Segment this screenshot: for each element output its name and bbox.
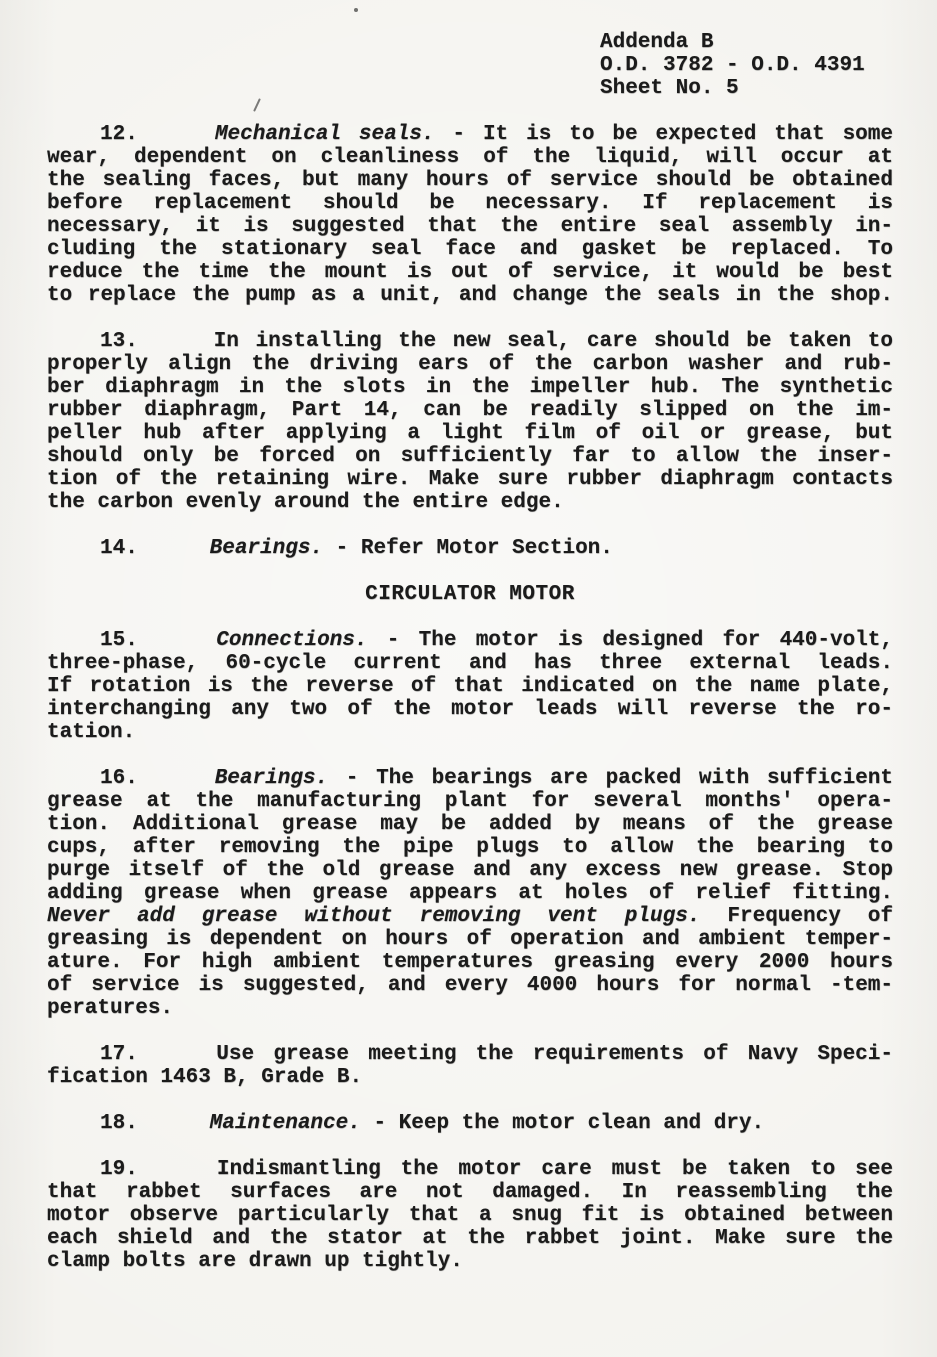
text-line	[47, 698, 893, 721]
paragraph-12-mechanical-seals	[47, 123, 893, 307]
text-segment: motor observe particularly that a snug fit is obtained between	[47, 1204, 893, 1227]
text-segment: In installing the new seal, care should be taken to	[213, 330, 893, 353]
text-segment: of service is suggested, and every 4000 hours for normal -tem-	[47, 974, 893, 997]
text-line	[47, 1227, 893, 1250]
text-segment: cups, after removing the pipe plugs to allow the bearing to	[47, 836, 893, 859]
text-segment: peller hub after applying a light film of oil or grease, but	[47, 422, 893, 445]
paragraph-number: 19.	[100, 1158, 138, 1181]
paragraph-number: 14.	[100, 537, 138, 560]
text-line	[47, 1066, 893, 1089]
text-line	[47, 261, 893, 284]
paragraph-17-grease-spec	[47, 1043, 893, 1089]
text-line	[47, 376, 893, 399]
text-line	[47, 882, 893, 905]
paragraph-13-seal-installation	[47, 330, 893, 514]
text-segment: peratures.	[47, 997, 174, 1020]
text-line	[47, 284, 893, 307]
header-line-sheet-number: Sheet No. 5	[600, 77, 739, 100]
text-segment: adding grease when grease appears at holes of relief fitting.	[47, 882, 893, 905]
text-line	[47, 675, 893, 698]
text-segment: greasing is dependent on hours of operation and ambient temper-	[47, 928, 893, 951]
text-line	[47, 468, 893, 491]
text-line	[47, 169, 893, 192]
text-segment: ature. For high ambient temperatures greasing every 2000 hours	[47, 951, 893, 974]
paragraph-16-bearings-grease	[47, 767, 893, 1020]
scan-speck-artifact	[354, 8, 358, 12]
text-segment: reduce the time the mount is out of service, it would be best	[47, 261, 893, 284]
text-line	[47, 422, 893, 445]
text-segment: purge itself of the old grease and any excess new grease. Stop	[47, 859, 893, 882]
text-segment: wear, dependent on cleanliness of the liquid, will occur at	[47, 146, 893, 169]
scan-slash-artifact	[253, 98, 261, 112]
text-segment: three-phase, 60-cycle current and has three external leads.	[47, 652, 893, 675]
text-segment: the sealing faces, but many hours of service should be obtained	[47, 169, 893, 192]
paragraph-number: 16.	[100, 767, 138, 790]
text-line	[47, 652, 893, 675]
text-line	[47, 790, 893, 813]
text-line	[47, 721, 893, 744]
text-segment: - Refer Motor Section.	[323, 537, 613, 560]
paragraph-number: 12.	[100, 123, 138, 146]
text-segment: tation.	[47, 721, 136, 744]
text-segment: the carbon evenly around the entire edge.	[47, 491, 564, 514]
text-line	[47, 353, 893, 376]
text-segment: - It is to be expected that some	[434, 123, 893, 146]
text-line	[47, 399, 893, 422]
text-segment: fication 1463 B, Grade B.	[47, 1066, 363, 1089]
text-line	[47, 445, 893, 468]
doc-reference-header	[600, 31, 865, 100]
text-segment: Indismantling the motor care must be taken to see	[216, 1158, 893, 1181]
text-line	[47, 629, 893, 652]
italic-text-segment: Never add grease without removing vent plugs.	[47, 905, 701, 928]
text-line	[47, 767, 893, 790]
text-line	[47, 1043, 893, 1066]
text-line	[47, 215, 893, 238]
header-line-od-numbers: O.D. 3782 - O.D. 4391	[600, 54, 865, 77]
text-line	[47, 951, 893, 974]
italic-text-segment: Maintenance.	[209, 1112, 361, 1135]
section-heading-circulator-motor: CIRCULATOR MOTOR	[365, 583, 575, 606]
text-segment: ber diaphragm in the slots in the impeller hub. The synthetic	[47, 376, 893, 399]
text-segment: - The motor is designed for 440-volt,	[367, 629, 893, 652]
text-line	[47, 123, 893, 146]
paragraph-19-dismantling	[47, 1158, 893, 1273]
text-segment: interchanging any two of the motor leads will reverse the ro-	[47, 698, 893, 721]
header-line-addenda: Addenda B	[600, 31, 714, 54]
text-segment: should only be forced on sufficiently far to allow the inser-	[47, 445, 893, 468]
text-line	[47, 974, 893, 997]
paragraph-number: 17.	[100, 1043, 138, 1066]
text-line	[47, 1204, 893, 1227]
text-segment: - Keep the motor clean and dry.	[360, 1112, 765, 1135]
text-line	[47, 1112, 893, 1135]
text-segment: grease at the manufacturing plant for several months' opera-	[47, 790, 893, 813]
text-line	[47, 1158, 893, 1181]
paragraph-18-maintenance	[47, 1112, 893, 1135]
text-segment: each shield and the stator at the rabbet joint. Make sure the	[47, 1227, 893, 1250]
text-line	[47, 836, 893, 859]
paragraph-15-connections	[47, 629, 893, 744]
italic-text-segment: Bearings.	[209, 537, 324, 560]
italic-text-segment: Mechanical seals.	[214, 123, 435, 146]
document-body	[47, 123, 893, 1296]
italic-text-segment: Connections.	[216, 629, 368, 652]
paragraph-number: 18.	[100, 1112, 138, 1135]
text-line	[47, 813, 893, 836]
paragraph-number: 15.	[100, 629, 138, 652]
text-segment: rubber diaphragm, Part 14, can be readily slipped on the im-	[47, 399, 893, 422]
text-segment: tion. Additional grease may be added by means of the grease	[47, 813, 893, 836]
text-segment: - The bearings are packed with sufficient	[328, 767, 893, 790]
text-line	[47, 905, 893, 928]
text-segment: properly align the driving ears of the carbon washer and rub-	[47, 353, 893, 376]
text-line	[47, 146, 893, 169]
text-segment: necessary, it is suggested that the entire seal assembly in-	[47, 215, 893, 238]
text-line	[47, 491, 893, 514]
text-line	[47, 192, 893, 215]
text-segment: Use grease meeting the requirements of Navy Speci-	[216, 1043, 893, 1066]
text-line	[47, 928, 893, 951]
italic-text-segment: Bearings.	[214, 767, 329, 790]
paragraph-14-bearings-refer	[47, 537, 893, 560]
text-line	[47, 330, 893, 353]
text-segment: before replacement should be necessary. If replacement is	[47, 192, 893, 215]
text-segment: to replace the pump as a unit, and change the seals in the shop.	[47, 284, 893, 307]
text-segment: cluding the stationary seal face and gasket be replaced. To	[47, 238, 893, 261]
paragraph-number: 13.	[100, 330, 138, 353]
text-segment: If rotation is the reverse of that indicated on the name plate,	[47, 675, 893, 698]
text-line	[47, 537, 893, 560]
text-segment: that rabbet surfaces are not damaged. In reassembling the	[47, 1181, 893, 1204]
text-segment: clamp bolts are drawn up tightly.	[47, 1250, 463, 1273]
text-segment: tion of the retaining wire. Make sure rubber diaphragm contacts	[47, 468, 893, 491]
text-line	[47, 1181, 893, 1204]
text-line	[47, 859, 893, 882]
text-line	[47, 1250, 893, 1273]
text-line	[47, 997, 893, 1020]
text-line	[47, 238, 893, 261]
text-segment: Frequency of	[700, 905, 894, 928]
